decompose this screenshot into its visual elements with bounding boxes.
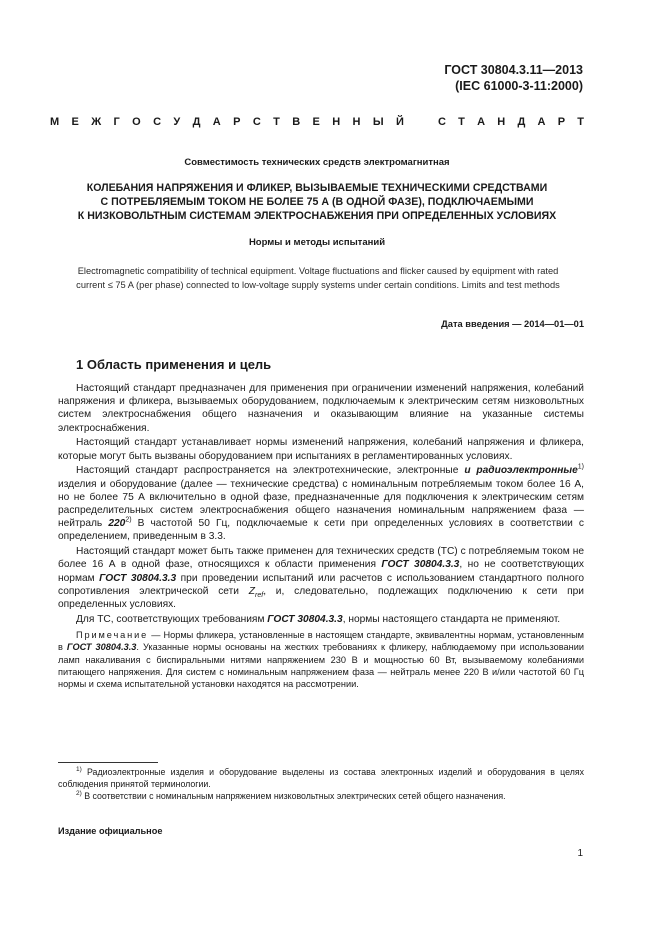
official-edition-label: Издание официальное bbox=[58, 826, 163, 836]
banner-letter: С bbox=[438, 116, 446, 128]
footnote-mark: 1) bbox=[76, 766, 82, 774]
paragraph: Настоящий стандарт предназначен для применения при ограничении изменений напряжения, колебаний напряжения и фликера, вызываемых оборудованием, подключаемым к электрическим сетям низковольтных систем электроснабжения общего назначения и оказывающим влияние на указанные системы электроснабжения. bbox=[58, 383, 584, 434]
title-line: К НИЗКОВОЛЬТНЫМ СИСТЕМАМ ЭЛЕКТРОСНАБЖЕНИЯ ПРИ ОПРЕДЕЛЕННЫХ УСЛОВИЯХ bbox=[77, 210, 557, 222]
banner-letter: Ы bbox=[372, 116, 384, 128]
note-label: Примечание bbox=[76, 630, 149, 641]
banner-letter: Д bbox=[192, 116, 201, 128]
footnote-ref: 2) bbox=[125, 516, 132, 524]
banner-word-standard bbox=[438, 116, 584, 128]
english-title-line: Electromagnetic compatibility of technical equipment. Voltage fluctuations and flicker caused by equipment with rated bbox=[77, 266, 559, 276]
footnote-divider bbox=[58, 762, 158, 763]
footnote: $^{2)}$ В соответствии с номинальным напряжением низковольтных электрических сетей общего назначения. bbox=[76, 789, 506, 801]
introduction-date: Дата введения — 2014—01—01 bbox=[441, 319, 584, 329]
impedance-symbol: Z bbox=[248, 585, 256, 597]
footnotes bbox=[58, 767, 584, 802]
standard-code bbox=[444, 62, 583, 94]
banner-letter: Й bbox=[396, 116, 404, 128]
title-line: С ПОТРЕБЛЯЕМЫМ ТОКОМ НЕ БОЛЕЕ 75 А (В ОДНОЙ ФАЗЕ), ПОДКЛЮЧАЕМЫМИ bbox=[100, 196, 534, 208]
section-heading: 1 Область применения и цель bbox=[76, 357, 272, 372]
page-number: 1 bbox=[577, 848, 583, 859]
banner-letter: Т bbox=[458, 116, 465, 128]
footnote-ref: 1) bbox=[577, 464, 584, 472]
banner-letter: Н bbox=[332, 116, 341, 128]
banner-letter: Г bbox=[113, 116, 120, 128]
banner-letter: С bbox=[252, 116, 261, 128]
banner-letter: Р bbox=[233, 116, 241, 128]
banner-letter: А bbox=[477, 116, 486, 128]
impedance-subscript: ref bbox=[255, 591, 264, 599]
section-body bbox=[58, 382, 584, 691]
standard-reference: ГОСТ 30804.3.3 bbox=[99, 572, 177, 584]
banner-letter: Н bbox=[497, 116, 506, 128]
standard-reference: ГОСТ 30804.3.3 bbox=[267, 613, 343, 625]
banner-letter: Т bbox=[273, 116, 280, 128]
document-title bbox=[60, 181, 574, 223]
paragraph: Настоящий стандарт может быть также применен для технических средств (ТС) с потребляемым током не более 16 А в одной фазе, относящихся к области применения ГОСТ 30804.3.3, но не соответствующих нормам ГОСТ 30804.3.3 при проведении испытаний или расчетов с использованием стандартного полного сопротивления электрической сети $Z_{ref}$, и, следовательно, подлежащих подключению к сети при определенных условиях. bbox=[58, 546, 585, 611]
banner-letter: У bbox=[173, 116, 181, 128]
standard-code-iec: (IEC 61000-3-11:2000) bbox=[455, 79, 583, 93]
banner-letter: С bbox=[153, 116, 162, 128]
standard-reference: ГОСТ 30804.3.3 bbox=[66, 642, 137, 653]
banner-letter: О bbox=[132, 116, 141, 128]
note: Примечание — Нормы фликера, установленные в настоящем стандарте, эквивалентны нормам, установленным в ГОСТ 30804.3.3. Указанные нормы основаны на жестких требованиях к фликеру, наблюдаемому при использовании ламп накаливания с биспиральными нитями напряжением 230 В и мощностью 60 Вт, вызываемому колебаниями питающего напряжения. Для систем с номинальным напряжением фаза — нейтраль менее 220 В и/или частотой 60 Гц нормы и схема испытательной установки находятся на рассмотрении. bbox=[58, 630, 584, 690]
document-subject: Совместимость технических средств электромагнитная bbox=[184, 157, 450, 168]
english-title-line: current ≤ 75 A (per phase) connected to low-voltage supply systems under certain conditions. Limits and test methods bbox=[76, 280, 560, 290]
paragraph: Настоящий стандарт устанавливает нормы изменений напряжения, колебаний напряжения и фликера, которые могут быть вызваны оборудованием при испытаниях в регламентированных условиях. bbox=[58, 437, 584, 462]
standard-reference: ГОСТ 30804.3.3 bbox=[381, 559, 460, 571]
banner-letter: Д bbox=[517, 116, 526, 128]
title-line: КОЛЕБАНИЯ НАПРЯЖЕНИЯ И ФЛИКЕР, ВЫЗЫВАЕМЫЕ ТЕХНИЧЕСКИМИ СРЕДСТВАМИ bbox=[86, 182, 548, 194]
emphasis: 220 bbox=[108, 518, 126, 530]
paragraph: Для ТС, соответствующих требованиям ГОСТ 30804.3.3, нормы настоящего стандарта не применяют. bbox=[76, 613, 561, 625]
banner-letter: Р bbox=[557, 116, 566, 128]
document-subtitle: Нормы и методы испытаний bbox=[248, 237, 386, 248]
banner-letter: Н bbox=[352, 116, 361, 128]
footnote: $^{1)}$ Радиоэлектронные изделия и оборудование выделены из состава электронных изделий и оборудования в целях соблюдения принятой терминологии. bbox=[58, 766, 584, 789]
standard-code-gost: ГОСТ 30804.3.11—2013 bbox=[444, 63, 583, 77]
paragraph: Настоящий стандарт распространяется на электротехнические, электронные и радиоэлектронные$^{1)}$ изделия и оборудование (далее — технические средства) с номинальным потребляемым током более 16 А, но не более 75 А включительно в одной фазе, предназначенные для подключения к электрическим сетям распределительных систем электроснабжения общего назначения номинальным напряжением фаза — нейтраль 220$^{2)}$ В частотой 50 Гц, подключаемые к сети при определенных условиях в соответствии с определением, приведенным в 3.3. bbox=[58, 464, 584, 543]
banner-letter: М bbox=[50, 116, 60, 128]
banner-letter: Е bbox=[71, 116, 79, 128]
footnote-mark: 2) bbox=[76, 789, 82, 797]
banner-letter: В bbox=[292, 116, 301, 128]
banner-word-interstate bbox=[50, 116, 404, 128]
banner-letter: А bbox=[537, 116, 546, 128]
interstate-standard-banner bbox=[50, 116, 584, 128]
english-title bbox=[58, 264, 578, 292]
banner-letter: Е bbox=[312, 116, 320, 128]
banner-letter: А bbox=[212, 116, 221, 128]
emphasis: и радиоэлектронные bbox=[464, 465, 578, 477]
banner-letter: Т bbox=[577, 116, 584, 128]
banner-letter: Ж bbox=[91, 116, 102, 128]
